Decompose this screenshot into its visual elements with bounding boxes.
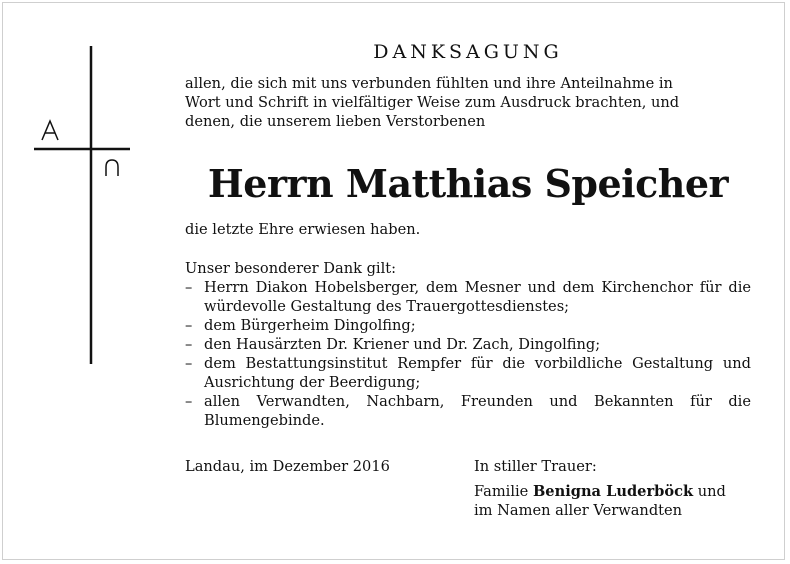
- family-prefix: Familie: [474, 483, 529, 500]
- intro-text: [185, 74, 751, 131]
- relatives-line: im Namen aller Verwandten: [474, 502, 683, 519]
- after-name-text: die letzte Ehre erwiesen haben.: [185, 221, 421, 238]
- intro-line: denen, die unserem lieben Verstorbenen: [185, 113, 486, 130]
- cross-symbol: [30, 46, 130, 366]
- thanks-item: – dem Bestattungsinstitut Rempfer für die vorbildliche Gestaltung und Ausrichtung der Beerdigung;: [185, 354, 751, 392]
- intro-line: Wort und Schrift in vielfältiger Weise zum Ausdruck brachten, und: [185, 94, 680, 111]
- thanks-item: – allen Verwandten, Nachbarn, Freunden und Bekannten für die Blumengebinde.: [185, 392, 751, 430]
- thanks-item: – den Hausärzten Dr. Kriener und Dr. Zach, Dingolfing;: [185, 335, 751, 354]
- thanks-item: – Herrn Diakon Hobelsberger, dem Mesner und dem Kirchenchor für die würdevolle Gestaltung des Trauergottesdienstes;: [185, 278, 751, 316]
- family-line: [474, 482, 754, 501]
- thanks-heading: Unser besonderer Dank gilt:: [185, 260, 397, 277]
- omega-letter: [106, 160, 118, 176]
- family-suffix: und: [697, 483, 726, 500]
- mourning-signature: [474, 457, 754, 520]
- deceased-name: Herrn Matthias Speicher: [207, 161, 729, 206]
- place-date: Landau, im Dezember 2016: [185, 458, 390, 475]
- thanks-item: – dem Bürgerheim Dingolfing;: [185, 316, 751, 335]
- family-name: Benigna Luderböck: [532, 483, 694, 500]
- intro-line: allen, die sich mit uns verbunden fühlten und ihre Anteilnahme in: [185, 75, 673, 92]
- thanks-list: [185, 278, 751, 430]
- alpha-letter: [42, 121, 58, 140]
- mourning-label: In stiller Trauer:: [474, 458, 597, 475]
- notice-title: DANKSAGUNG: [373, 41, 563, 63]
